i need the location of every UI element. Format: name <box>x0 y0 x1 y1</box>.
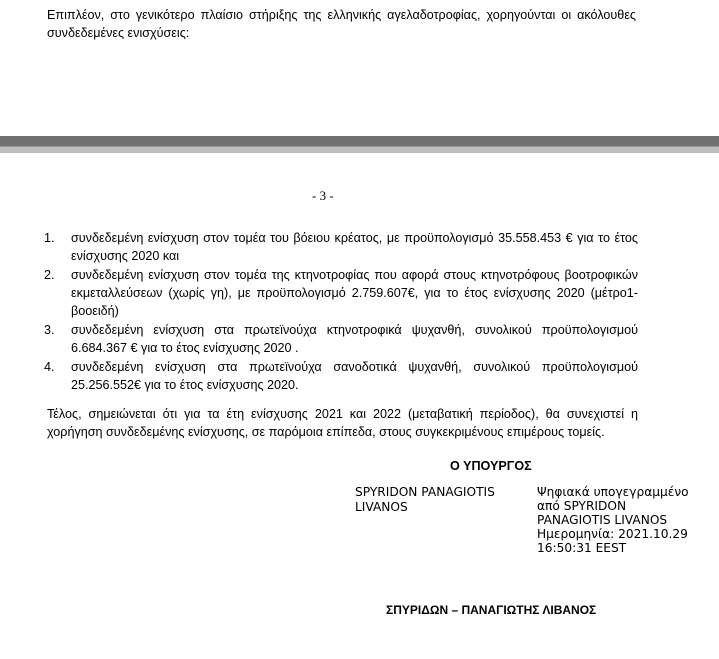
support-list <box>44 229 638 395</box>
printed-signer-name: ΣΠΥΡΙΔΩΝ – ΠΑΝΑΓΙΩΤΗΣ ΛΙΒΑΝΟΣ <box>386 603 597 617</box>
list-item-number: 2. <box>44 268 55 282</box>
list-item <box>44 266 638 320</box>
list-item-text: συνδεδεμένη ενίσχυση στον τομέα του βόειου κρέατος, με προϋπολογισμό 35.558.453 € για το έτος ενίσχυσης 2020 και <box>71 231 638 263</box>
list-item-number: 3. <box>44 323 55 337</box>
digital-signature-block: Ψηφιακά υπογεγραμμένο από SPYRIDON PANAGIOTIS LIVANOS Ημερομηνία: 2021.10.29 16:50:31 EEST <box>537 485 689 555</box>
list-item-number: 1. <box>44 231 55 245</box>
list-item-text: συνδεδεμένη ενίσχυση στα πρωτεϊνούχα σανοδοτικά ψυχανθή, συνολικού προϋπολογισμού 25.256.552€ για το έτος ενίσχυσης 2020. <box>71 360 638 392</box>
list-item-text: συνδεδεμένη ενίσχυση στον τομέα της κτηνοτροφίας που αφορά στους κτηνοτρόφους βοοτροφικών εκμεταλλεύσεων (χωρίς γη), με προϋπολογισμό 2.759.607€, για το έτος ενίσχυσης 2020 (μέτρο1-βοοειδή) <box>71 268 638 318</box>
intro-paragraph: Επιπλέον, στο γενικότερο πλαίσιο στήριξης της ελληνικής αγελαδοτροφίας, χορηγούνται οι ακόλουθες συνδεδεμένες ενισχύσεις: <box>47 8 636 40</box>
page-break-bar <box>0 136 719 153</box>
page-number: - 3 - <box>312 188 334 203</box>
signer-name: SPYRIDON PANAGIOTIS LIVANOS <box>355 485 495 514</box>
closing-paragraph: Τέλος, σημειώνεται ότι για τα έτη ενίσχυσης 2021 και 2022 (μεταβατική περίοδος), θα συνεχιστεί η χορήγηση συνδεδεμένης ενίσχυσης, σε παρόμοια επίπεδα, στους συγκεκριμένους επιμέρους τομείς. <box>47 407 638 439</box>
list-item <box>44 321 638 357</box>
list-item <box>44 358 638 394</box>
minister-title: Ο ΥΠΟΥΡΓΟΣ <box>450 459 532 473</box>
list-item-number: 4. <box>44 360 55 374</box>
list-item <box>44 229 638 265</box>
list-item-text: συνδεδεμένη ενίσχυση στα πρωτεϊνούχα κτηνοτροφικά ψυχανθή, συνολικού προϋπολογισμού 6.684.367 € για το έτος ενίσχυσης 2020 . <box>71 323 638 355</box>
